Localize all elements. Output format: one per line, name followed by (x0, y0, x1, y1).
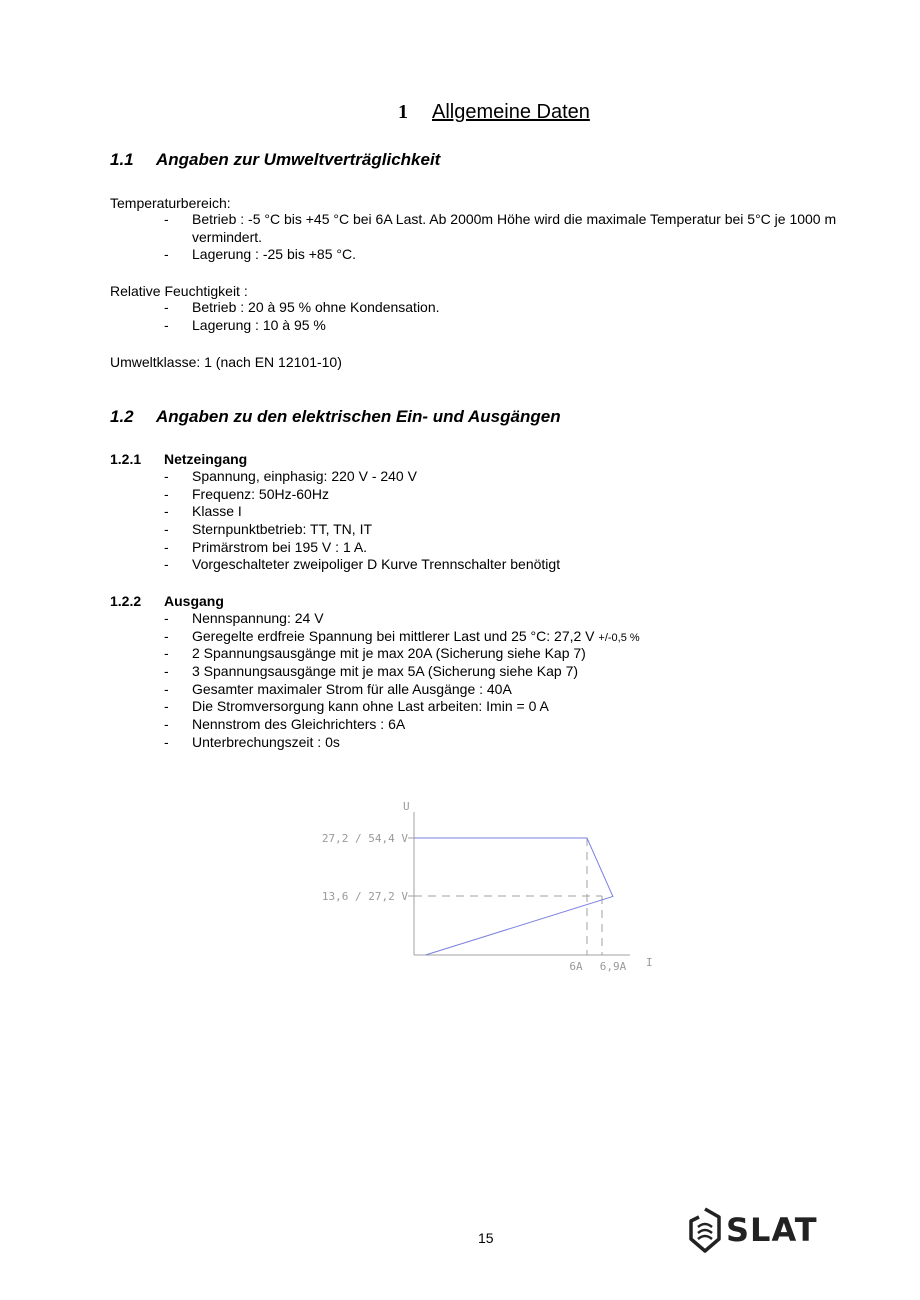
logo-text: SLAT (726, 1211, 818, 1249)
list-item: - Die Stromversorgung kann ohne Last arbeiten: Imin = 0 A (164, 698, 549, 715)
subsection-number: 1.2.2 (110, 593, 142, 609)
list-item: - Vorgeschalteter zweipoliger D Kurve Trennschalter benötigt (164, 556, 561, 573)
humidity-label: Relative Feuchtigkeit : (110, 283, 248, 299)
bullet-dash: - (164, 211, 169, 227)
output-list (164, 610, 864, 752)
y-tick-label: 13,6 / 27,2 V (321, 890, 408, 903)
section-number: 1.2 (110, 407, 134, 426)
tolerance: +/-0,5 % (598, 631, 640, 644)
subsection-title: Netzeingang (164, 451, 248, 467)
mains-input-list (164, 468, 864, 574)
list-item: - Lagerung : 10 à 95 % (164, 316, 326, 333)
bullet-dash: - (164, 316, 169, 333)
list-item: - Primärstrom bei 195 V : 1 A. (164, 538, 368, 555)
section-title: Angaben zu den elektrischen Ein- und Ausgängen (156, 407, 561, 426)
list-item: - Gesamter maximaler Strom für alle Ausgänge : 40A (164, 680, 512, 697)
y-tick-label: 27,2 / 54,4 V (321, 832, 408, 845)
list-item: - Betrieb : -5 °C bis +45 °C bei 6A Last. Ab 2000m Höhe wird die maximale Temperatur bei 5°C je 1000 m vermindert. (164, 211, 837, 245)
humidity-list (164, 299, 864, 334)
chapter-title: Allgemeine Daten (432, 101, 590, 123)
list-item: - Klasse I (164, 503, 242, 520)
list-item: - Nennstrom des Gleichrichters : 6A (164, 716, 406, 733)
list-item: - Betrieb : 20 à 95 % ohne Kondensation. (164, 299, 440, 315)
list-item: - Sternpunktbetrieb: TT, TN, IT (164, 521, 373, 538)
y-axis-label: U (403, 800, 410, 813)
bullet-dash: - (164, 246, 169, 263)
x-tick-label: 6,9A (599, 960, 627, 973)
list-item: - Lagerung : -25 bis +85 °C. (164, 246, 356, 263)
x-axis-label: I (646, 956, 653, 969)
subsection-number: 1.2.1 (110, 451, 142, 467)
list-item: - 3 Spannungsausgänge mit je max 5A (Sicherung siehe Kap 7) (164, 663, 579, 680)
temperature-label: Temperaturbereich: (110, 195, 231, 211)
subsection-title: Ausgang (164, 593, 224, 609)
section-title: Angaben zur Umweltverträglichkeit (156, 150, 441, 169)
list-item: - Frequenz: 50Hz-60Hz (164, 485, 329, 502)
page-number: 15 (478, 1230, 494, 1246)
list-item: - Spannung, einphasig: 220 V - 240 V (164, 468, 417, 484)
section-number: 1.1 (110, 150, 134, 169)
bullet-dash: - (164, 299, 169, 315)
slat-logo (688, 1207, 818, 1253)
list-item: - Unterbrechungszeit : 0s (164, 733, 340, 750)
chapter-number: 1 (398, 101, 408, 123)
list-item: - Nennspannung: 24 V (164, 610, 324, 626)
list-item: - 2 Spannungsausgänge mit je max 20A (Sicherung siehe Kap 7) (164, 645, 586, 662)
slat-logo-icon (688, 1207, 722, 1253)
environment-class: Umweltklasse: 1 (nach EN 12101-10) (110, 354, 342, 370)
list-item: - Geregelte erdfreie Spannung bei mittlerer Last und 25 °C: 27,2 V +/-0,5 % (164, 627, 640, 644)
voltage-current-chart (290, 790, 670, 990)
temperature-list (164, 211, 864, 264)
x-tick-label: 6A (569, 960, 583, 973)
